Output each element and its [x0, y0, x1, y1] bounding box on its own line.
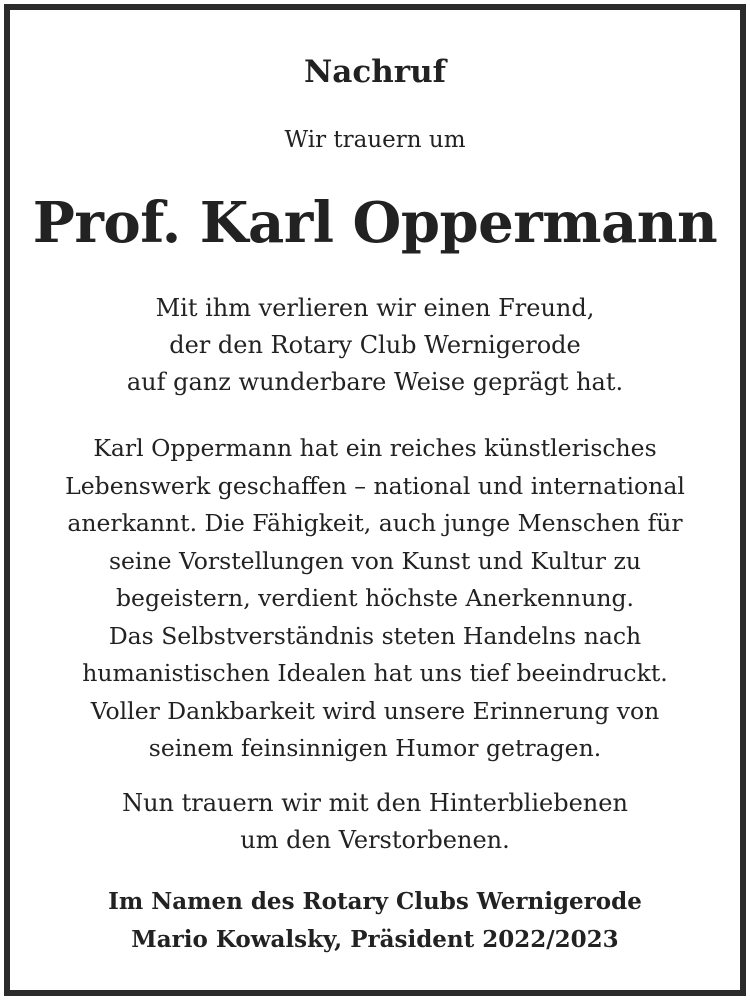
text-line: auf ganz wunderbare Weise geprägt hat. — [126, 368, 624, 396]
text-line: seinem feinsinnigen Humor getragen. — [148, 734, 602, 762]
intro-text: Wir trauern um — [284, 127, 466, 153]
text-line: anerkannt. Die Fähigkeit, auch junge Menschen für — [67, 509, 683, 537]
text-line: begeistern, verdient höchste Anerkennung. — [116, 584, 634, 612]
deceased-name: Prof. Karl Oppermann — [32, 190, 718, 256]
condolence-paragraph — [10, 785, 740, 859]
text-line: Lebenswerk geschaffen – national und international — [65, 471, 685, 500]
text-line: um den Verstorbenen. — [240, 826, 510, 854]
text-line: der den Rotary Club Wernigerode — [169, 331, 581, 359]
text-line: Karl Oppermann hat ein reiches künstlerisches — [93, 434, 657, 462]
text-line: seine Vorstellungen von Kunst und Kultur zu — [108, 546, 642, 575]
text-line: Mit ihm verlieren wir einen Freund, — [155, 294, 595, 322]
signature-line-person: Mario Kowalsky, Präsident 2022/2023 — [131, 926, 619, 953]
text-line: Das Selbstverständnis steten Handelns nach — [108, 621, 642, 650]
tribute-paragraph — [10, 290, 740, 401]
signature-line-organization: Im Namen des Rotary Clubs Wernigerode — [108, 888, 642, 915]
biography-paragraph — [10, 430, 740, 768]
signature-block — [10, 883, 740, 959]
text-line: Nun trauern wir mit den Hinterbliebenen — [122, 789, 628, 817]
text-line: humanistischen Idealen hat uns tief beeindruckt. — [82, 659, 668, 687]
text-line: Voller Dankbarkeit wird unsere Erinnerung von — [90, 696, 660, 725]
obituary-heading: Nachruf — [303, 54, 447, 90]
obituary-frame — [4, 4, 746, 996]
